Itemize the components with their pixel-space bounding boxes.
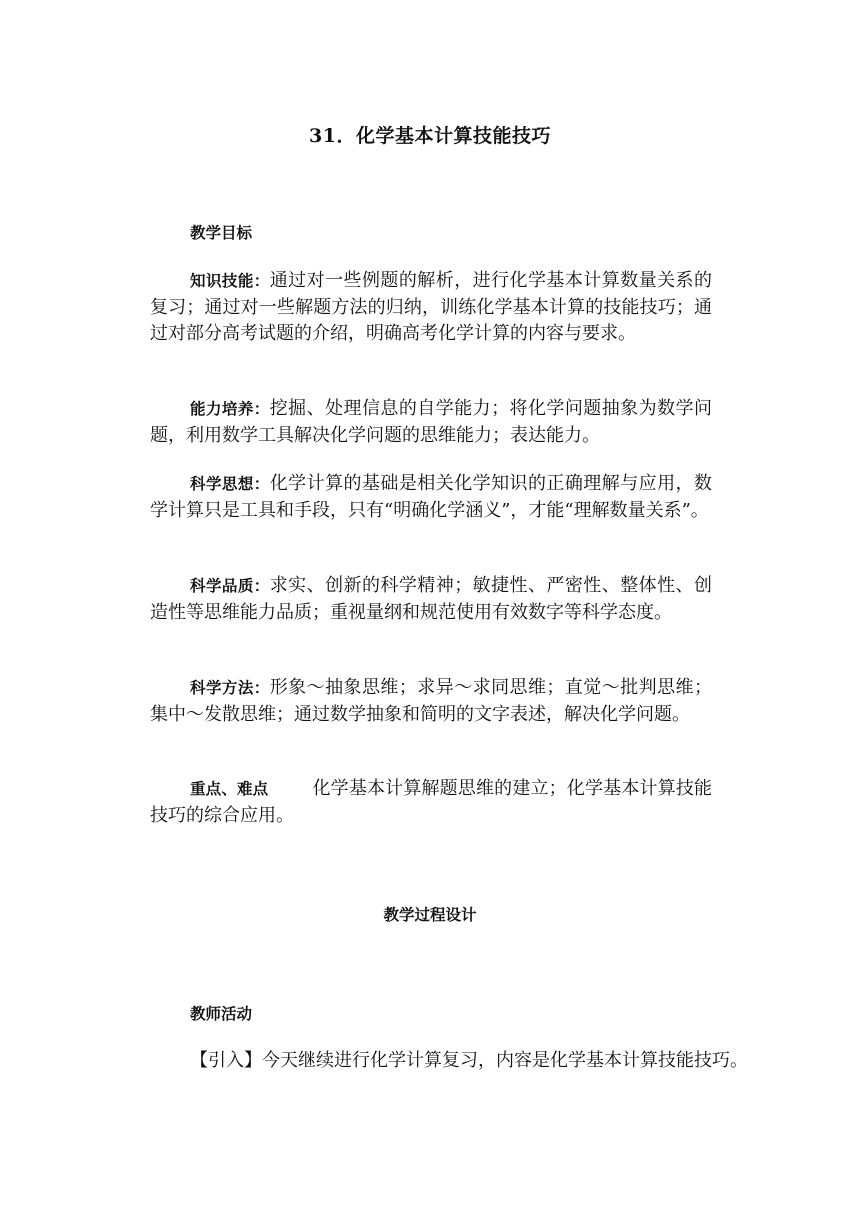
paragraph-scientific-quality — [150, 573, 712, 626]
paragraph-text: 形象～抽象思维；求异～求同思维；直觉～批判思维；集中～发散思维；通过数学抽象和简明的文字表述，解决化学问题。 — [150, 677, 712, 725]
paragraph-label: 科学品质： — [190, 577, 270, 595]
paragraph-text: 化学计算的基础是相关化学知识的正确理解与应用，数学计算只是工具和手段，只有“明确化学涵义”，才能“理解数量关系”。 — [150, 473, 712, 521]
paragraph-text: 求实、创新的科学精神；敏捷性、严密性、整体性、创造性等思维能力品质；重视量纲和规范使用有效数字等科学态度。 — [150, 575, 712, 623]
paragraph-text: 通过对一些例题的解析，进行化学基本计算数量关系的复习；通过对一些解题方法的归纳，训练化学基本计算的技能技巧；通过对部分高考试题的介绍，明确高考化学计算的内容与要求。 — [150, 270, 712, 344]
paragraph-scientific-method — [150, 675, 712, 728]
paragraph-label: 科学方法： — [190, 679, 270, 697]
paragraph-label: 重点、难点 — [190, 780, 269, 798]
process-design-heading: 教学过程设计 — [383, 906, 477, 924]
paragraph-label: 科学思想： — [190, 475, 270, 493]
intro-paragraph — [190, 1046, 748, 1072]
paragraph-text: 挖掘、处理信息的自学能力；将化学问题抽象为数学问题，利用数学工具解决化学问题的思维能力；表达能力。 — [150, 398, 712, 446]
paragraph-ability-training — [150, 396, 712, 449]
paragraph-label: 能力培养： — [190, 400, 270, 418]
document-title: 31．化学基本计算技能技巧 — [309, 125, 551, 147]
teaching-goals-heading: 教学目标 — [190, 224, 253, 242]
intro-label: 【引入】 — [190, 1050, 262, 1071]
paragraph-label: 知识技能： — [190, 272, 270, 290]
paragraph-key-points — [150, 776, 712, 829]
paragraph-scientific-thought — [150, 471, 712, 524]
intro-text: 今天继续进行化学计算复习，内容是化学基本计算技能技巧。 — [262, 1050, 748, 1071]
paragraph-text: 化学基本计算解题思维的建立；化学基本计算技能技巧的综合应用。 — [150, 778, 712, 826]
paragraph-knowledge-skills — [150, 268, 712, 348]
teacher-activity-heading: 教师活动 — [190, 1005, 253, 1023]
